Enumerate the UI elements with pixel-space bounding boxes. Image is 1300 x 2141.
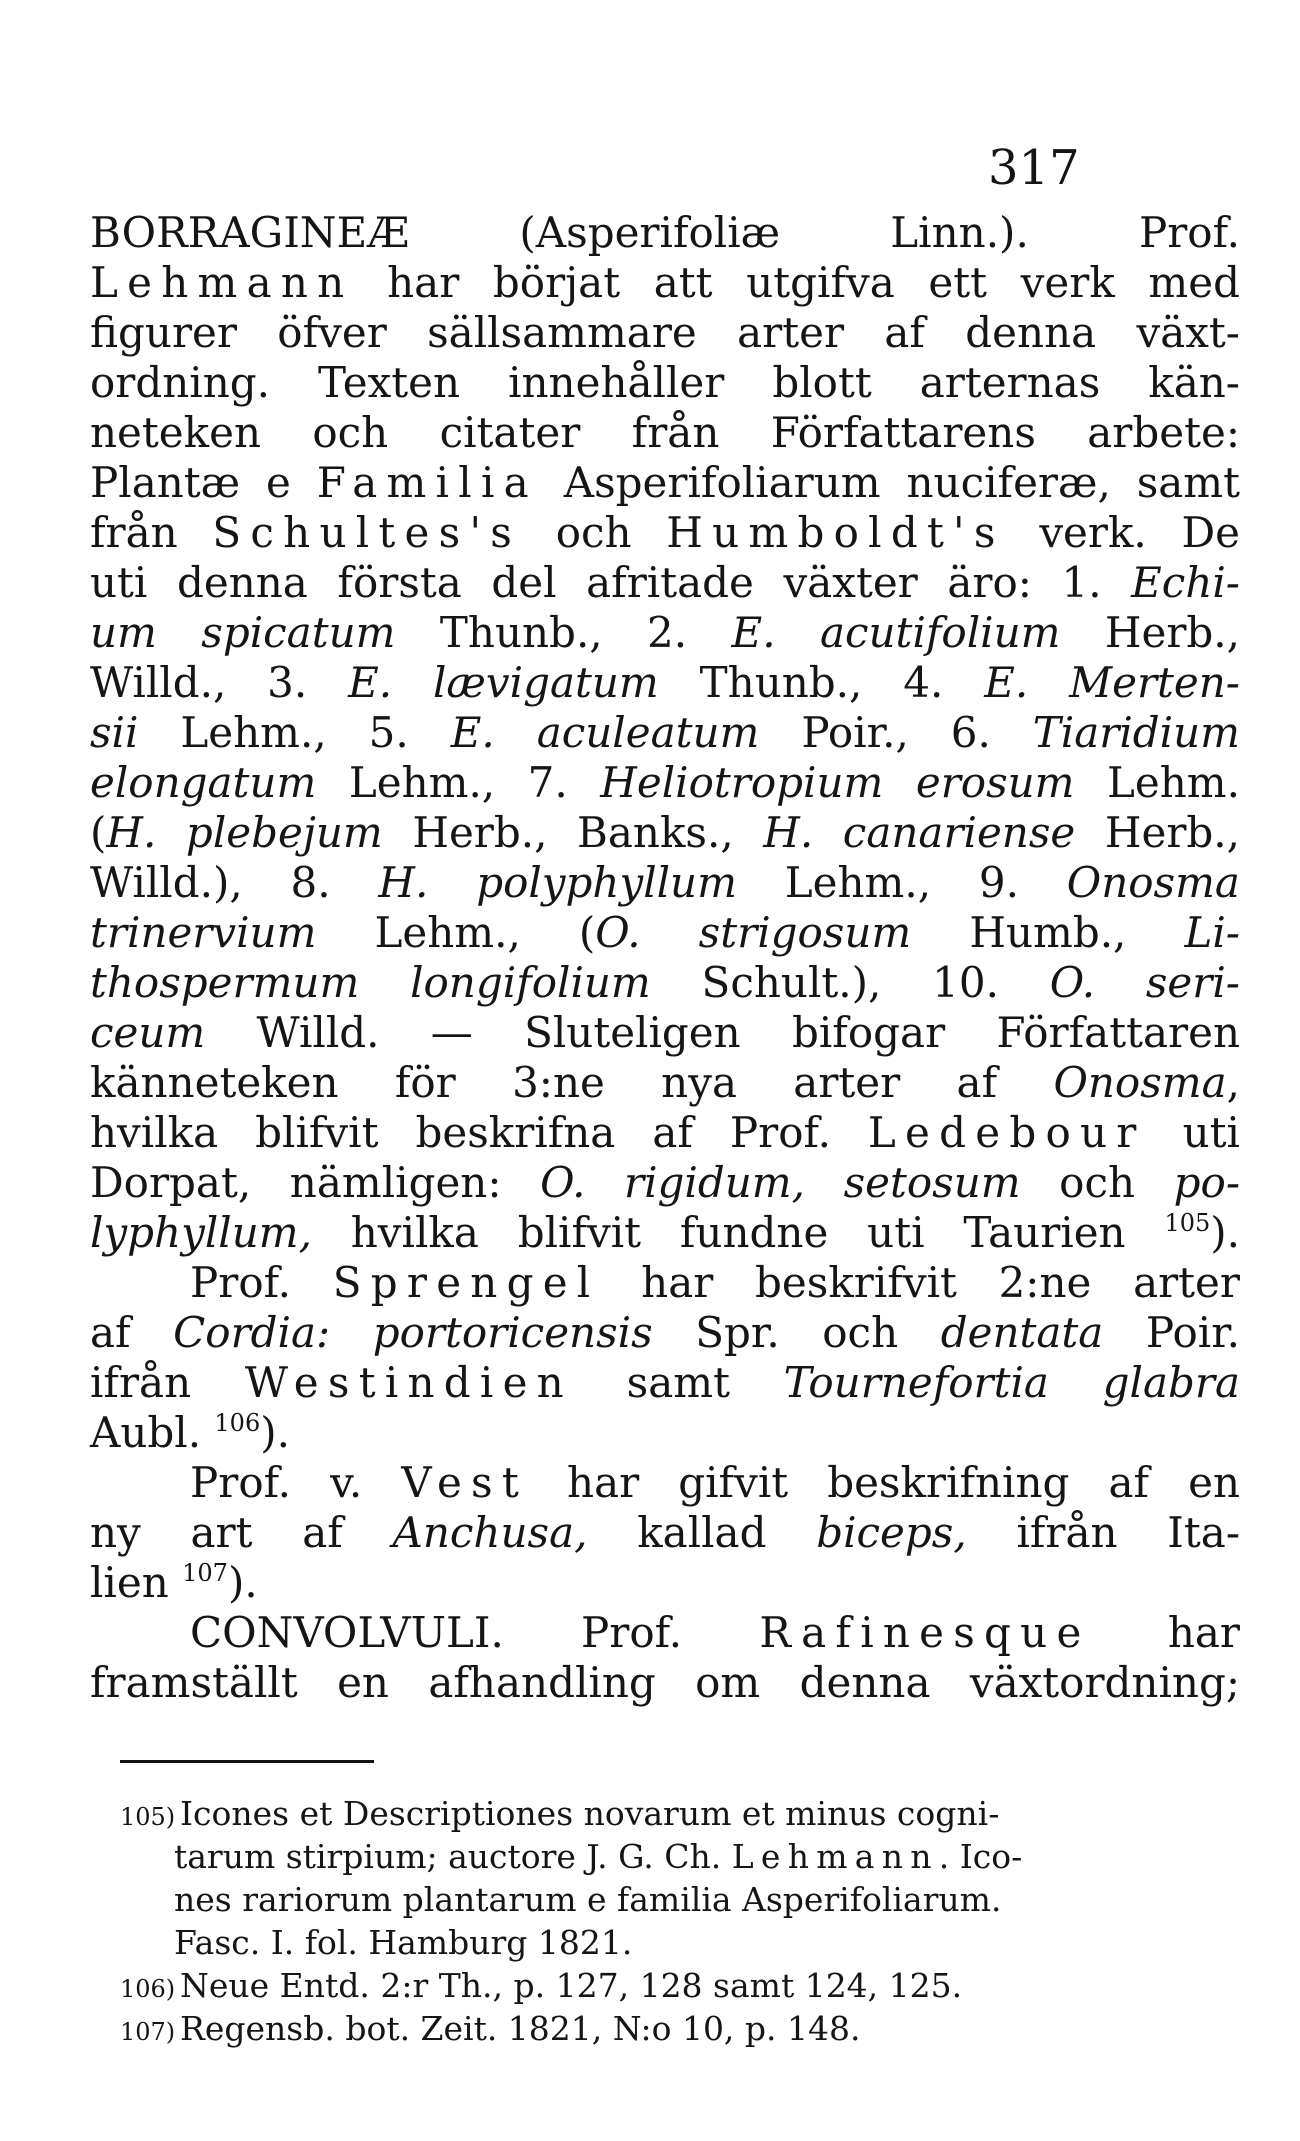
- text-run: af: [90, 1308, 174, 1357]
- footnote-line: [120, 2007, 1120, 2050]
- text-run: Herb.,: [1075, 808, 1240, 857]
- text-line: [90, 508, 1240, 558]
- text-line: [90, 1508, 1240, 1558]
- text-run: ).: [260, 1408, 290, 1457]
- text-run: . Ico-: [938, 1837, 1023, 1876]
- footnotes: [120, 1792, 1120, 2050]
- footnote-number: 107): [120, 2018, 176, 2046]
- italic-text: dentata: [940, 1308, 1104, 1357]
- text-run: Lehm., 9.: [736, 858, 1067, 907]
- text-run: Prof.: [190, 1258, 333, 1307]
- italic-text: Echi-: [1131, 558, 1240, 607]
- text-run: nes rariorum plantarum e familia Asperifoliarum.: [174, 1880, 1002, 1919]
- text-run: (: [90, 808, 107, 857]
- italic-text: H. plebejum: [106, 808, 383, 857]
- footnote-line: [120, 1964, 1120, 2007]
- text-line: [90, 1458, 1240, 1508]
- footnote-ref: 107: [182, 1559, 228, 1587]
- text-run: uti denna första del afritade växter äro: 1.: [90, 558, 1132, 607]
- text-run: Dorpat, nämligen:: [90, 1158, 541, 1207]
- text-line: [90, 958, 1240, 1008]
- text-line: [90, 658, 1240, 708]
- spaced-name: Lehmann: [90, 258, 354, 307]
- italic-text: Li-: [1184, 908, 1240, 957]
- text-run: CONVOLVULI. Prof.: [190, 1608, 760, 1657]
- text-run: lien: [90, 1558, 183, 1607]
- text-run: Regensb. bot. Zeit. 1821, N:o 10, p. 148.: [180, 2009, 861, 2048]
- paragraph: [90, 1608, 1240, 1708]
- text-line: [90, 208, 1240, 258]
- text-line: [90, 1008, 1240, 1058]
- italic-text: H. polyphyllum: [378, 858, 737, 907]
- text-run: Poir.: [1103, 1308, 1241, 1357]
- text-line: [90, 1108, 1240, 1158]
- text-run: från: [90, 508, 213, 557]
- italic-text: E. aculeatum: [450, 708, 760, 757]
- footnote-number: 105): [120, 1803, 176, 1831]
- italic-text: E. acutifolium: [731, 608, 1061, 657]
- italic-text: O. strigosum: [595, 908, 912, 957]
- italic-text: ceum: [90, 1008, 206, 1057]
- text-run: Thunb., 4.: [658, 658, 985, 707]
- footnote-ref: 106: [214, 1409, 261, 1437]
- italic-text: O. rigidum, setosum: [540, 1158, 1021, 1207]
- text-line: [90, 908, 1240, 958]
- text-run: ny art af: [90, 1508, 393, 1557]
- italic-text: Cordia: portoricensis: [173, 1308, 653, 1357]
- text-run: har beskrifvit 2:ne arter: [599, 1258, 1240, 1307]
- text-run: Willd., 3.: [90, 658, 349, 707]
- text-run: och: [1020, 1158, 1174, 1207]
- spaced-name: Sprengel: [332, 1258, 600, 1307]
- text-line: [90, 1408, 1240, 1458]
- text-run: ).: [1210, 1208, 1240, 1257]
- text-run: ifrån: [90, 1358, 245, 1407]
- text-line: [90, 758, 1240, 808]
- footnote-line: [120, 1835, 1120, 1878]
- text-line: [90, 458, 1240, 508]
- spaced-name: Schultes's: [212, 508, 522, 557]
- text-run: Asperifoliarum nuciferæ, samt: [537, 458, 1240, 507]
- italic-text: Onosma: [1066, 858, 1240, 907]
- text-line: [90, 1308, 1240, 1358]
- text-line: [90, 1058, 1240, 1108]
- text-run: Plantæ e: [90, 458, 317, 507]
- text-run: Lehm.: [1074, 758, 1240, 807]
- text-run: figurer öfver sällsammare arter af denna växt-: [90, 308, 1240, 357]
- text-line: [90, 258, 1240, 308]
- text-run: hvilka blifvit fundne uti Taurien: [311, 1208, 1165, 1257]
- italic-text: elongatum: [90, 758, 317, 807]
- italic-text: Heliotropium erosum: [600, 758, 1075, 807]
- text-line: [90, 308, 1240, 358]
- text-run: hvilka blifvit beskrifna af Prof.: [90, 1108, 868, 1157]
- spaced-name: Vest: [401, 1458, 528, 1507]
- text-line: [90, 808, 1240, 858]
- page-number: 317: [988, 140, 1080, 196]
- footnote: [120, 1964, 1120, 2007]
- text-run: Herb., Banks.,: [382, 808, 764, 857]
- italic-text: Anchusa,: [392, 1508, 588, 1557]
- footnote-number: 106): [120, 1975, 176, 2003]
- main-text: [90, 208, 1240, 1708]
- text-line: [90, 558, 1240, 608]
- footnote-line: [120, 1792, 1120, 1835]
- text-run: Aubl.: [90, 1408, 215, 1457]
- spaced-name: Lehmann: [731, 1837, 939, 1876]
- paragraph: [90, 208, 1240, 1258]
- text-run: kallad: [587, 1508, 817, 1557]
- text-run: Willd. — Sluteligen bifogar Författaren: [205, 1008, 1240, 1057]
- text-line: [90, 858, 1240, 908]
- italic-text: thospermum longifolium: [90, 958, 651, 1007]
- text-run: ,: [1226, 1058, 1240, 1107]
- spaced-name: Familia: [316, 458, 538, 507]
- text-run: neteken och citater från Författarens arbete:: [90, 408, 1240, 457]
- text-run: ordning. Texten innehåller blott arternas kän-: [90, 358, 1240, 407]
- text-line: [90, 1158, 1240, 1208]
- italic-text: sii: [90, 708, 139, 757]
- text-run: ifrån Ita-: [966, 1508, 1241, 1557]
- italic-text: trinervium: [90, 908, 317, 957]
- text-run: har gifvit beskrifning af en: [527, 1458, 1241, 1507]
- text-run: Schult.), 10.: [650, 958, 1050, 1007]
- text-run: verk. De: [1004, 508, 1241, 557]
- text-run: Neue Entd. 2:r Th., p. 127, 128 samt 124, 125.: [180, 1966, 963, 2005]
- text-run: Lehm., 5.: [138, 708, 451, 757]
- text-line: [90, 1208, 1240, 1258]
- text-run: tarum stirpium; auctore J. G. Ch.: [174, 1837, 732, 1876]
- text-run: framställt en afhandling om denna växtordning;: [90, 1658, 1240, 1707]
- text-run: Willd.), 8.: [90, 858, 379, 907]
- italic-text: biceps,: [816, 1508, 967, 1557]
- text-run: Fasc. I. fol. Hamburg 1821.: [174, 1923, 633, 1962]
- text-line: [90, 1658, 1240, 1708]
- text-run: har börjat att utgifva ett verk med: [353, 258, 1240, 307]
- text-run: ).: [227, 1558, 258, 1607]
- italic-text: O. seri-: [1049, 958, 1240, 1007]
- text-run: och: [521, 508, 667, 557]
- text-line: [90, 358, 1240, 408]
- text-run: uti: [1145, 1108, 1240, 1157]
- footnote-ref: 105: [1164, 1209, 1211, 1237]
- text-run: Prof. v.: [190, 1458, 402, 1507]
- italic-text: Tiaridium: [1032, 708, 1240, 757]
- spaced-name: Humboldt's: [666, 508, 1005, 557]
- text-line: [90, 1608, 1240, 1658]
- footnote: [120, 1792, 1120, 1964]
- italic-text: lyphyllum,: [90, 1208, 312, 1257]
- text-run: har: [1090, 1608, 1240, 1657]
- text-line: [90, 608, 1240, 658]
- spaced-name: Westindien: [244, 1358, 573, 1407]
- text-run: Lehm., (: [316, 908, 596, 957]
- italic-text: Onosma: [1053, 1058, 1227, 1107]
- text-run: BORRAGINEÆ (Asperifoliæ Linn.). Prof.: [90, 208, 1240, 257]
- italic-text: H. canariense: [763, 808, 1076, 857]
- italic-text: um spicatum: [90, 608, 396, 657]
- text-run: Herb.,: [1060, 608, 1241, 657]
- text-run: Poir., 6.: [759, 708, 1033, 757]
- footnote-line: [120, 1878, 1120, 1921]
- text-run: Spr. och: [652, 1308, 941, 1357]
- paragraph: [90, 1458, 1240, 1608]
- text-run: Humb.,: [911, 908, 1185, 957]
- italic-text: po-: [1173, 1158, 1241, 1207]
- text-line: [90, 1258, 1240, 1308]
- text-run: Lehm., 7.: [316, 758, 601, 807]
- text-line: [90, 1358, 1240, 1408]
- text-line: [90, 1558, 1240, 1608]
- spaced-name: Ledebour: [867, 1108, 1146, 1157]
- text-run: Icones et Descriptiones novarum et minus cogni-: [180, 1794, 1000, 1833]
- footnote-line: [120, 1921, 1120, 1964]
- text-line: [90, 408, 1240, 458]
- footnote: [120, 2007, 1120, 2050]
- italic-text: E. Merten-: [984, 658, 1240, 707]
- footnote-rule: [120, 1760, 374, 1763]
- italic-text: E. lævigatum: [348, 658, 659, 707]
- text-line: [90, 708, 1240, 758]
- text-run: Thunb., 2.: [395, 608, 732, 657]
- text-run: samt: [572, 1358, 784, 1407]
- italic-text: Tournefortia glabra: [783, 1358, 1240, 1407]
- spaced-name: Rafinesque: [759, 1608, 1091, 1657]
- paragraph: [90, 1258, 1240, 1458]
- text-run: känneteken för 3:ne nya arter af: [90, 1058, 1054, 1107]
